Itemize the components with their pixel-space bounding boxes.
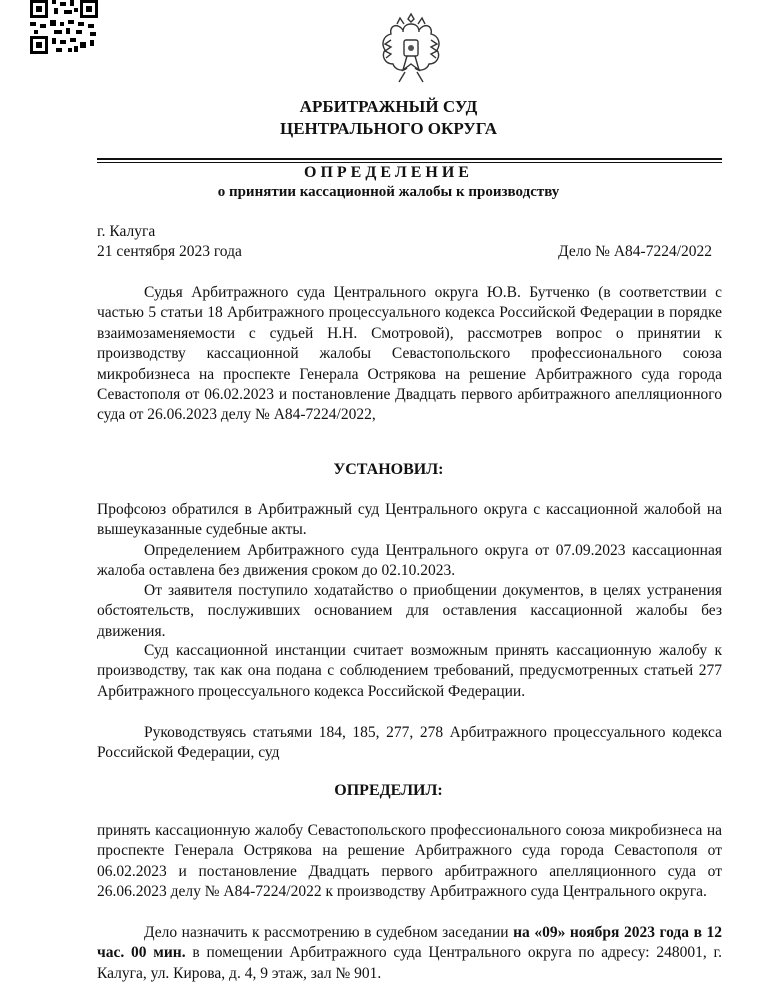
- hearing-datetime: на «09» ноября 2023 года в 12 час. 00 мин.: [97, 924, 722, 962]
- date-line: [97, 242, 722, 262]
- court-name-line1: АРБИТРАЖНЫЙ СУД: [299, 97, 478, 116]
- document-date: 21 сентября 2023 года: [97, 243, 242, 260]
- document-subtitle: о принятии кассационной жалобы к производству: [217, 184, 560, 200]
- intro-paragraph: Судья Арбитражного суда Центрального округа Ю.В. Бутченко (в соответствии с частью 5 статьи 18 Арбитражного процессуального кодекса Российской Федерации в порядке взаимозаменяемости с судьей Н.Н. Смотровой), рассмотрев вопрос о принятии к производству кассационной жалобы Севастопольского профессионального союза микробизнеса на проспекте Генерала Острякова на решение Арбитражного суда города Севастополя от 06.02.2023 и постановление Двадцать первого арбитражного апелляционного суда от 26.06.2023 делу № А84-7224/2022,: [97, 284, 722, 424]
- established-heading: УСТАНОВИЛ:: [333, 461, 444, 478]
- city: г. Калуга: [97, 223, 156, 240]
- hearing-prefix: Дело назначить к рассмотрению в судебном заседании: [144, 924, 514, 941]
- qr-code-icon: [30, 0, 98, 54]
- court-name-line2: ЦЕНТРАЛЬНОГО ОКРУГА: [279, 119, 498, 138]
- decided-paragraph-1: принять кассационную жалобу Севастопольского профессионального союза микробизнеса на проспекте Генерала Острякова на решение Арбитражного суда города Севастополя от 06.02.2023 и постановление Двадцать первого арбитражного апелляционного суда от 26.06.2023 делу № А84-7224/2022 к производству Арбитражного суда Центрального округа.: [97, 822, 722, 901]
- case-number: Дело № А84-7224/2022: [558, 243, 712, 260]
- established-paragraph-3: От заявителя поступило ходатайство о приобщении документов, в целях устранения обстоятельств, послуживших основанием для оставления кассационной жалобы без движения.: [97, 582, 722, 640]
- decided-heading: ОПРЕДЕЛИЛ:: [334, 782, 443, 799]
- court-name: [0, 96, 777, 140]
- coat-of-arms-icon: [375, 10, 447, 90]
- hearing-location: в помещении Арбитражного суда Центрального округа по адресу: 248001, г. Калуга, ул. Кирова, д. 4, 9 этаж, зал № 901.: [97, 944, 722, 982]
- header-divider-thick: [97, 158, 722, 160]
- document-title: ОПРЕДЕЛЕНИЕ: [304, 164, 473, 181]
- decided-paragraph-hearing: [97, 923, 722, 984]
- established-paragraph-1: Профсоюз обратился в Арбитражный суд Центрального округа с кассационной жалобой на вышеуказанные судебные акты.: [97, 501, 722, 539]
- established-paragraph-2: Определением Арбитражного суда Центрального округа от 07.09.2023 кассационная жалоба оставлена без движения сроком до 02.10.2023.: [97, 542, 722, 580]
- established-paragraph-5: Руководствуясь статьями 184, 185, 277, 278 Арбитражного процессуального кодекса Российской Федерации, суд: [97, 724, 722, 762]
- established-paragraph-4: Суд кассационной инстанции считает возможным принять кассационную жалобу к производству, так как она подана с соблюдением требований, предусмотренных статьей 277 Арбитражного процессуального кодекса Российской Федерации.: [97, 642, 722, 700]
